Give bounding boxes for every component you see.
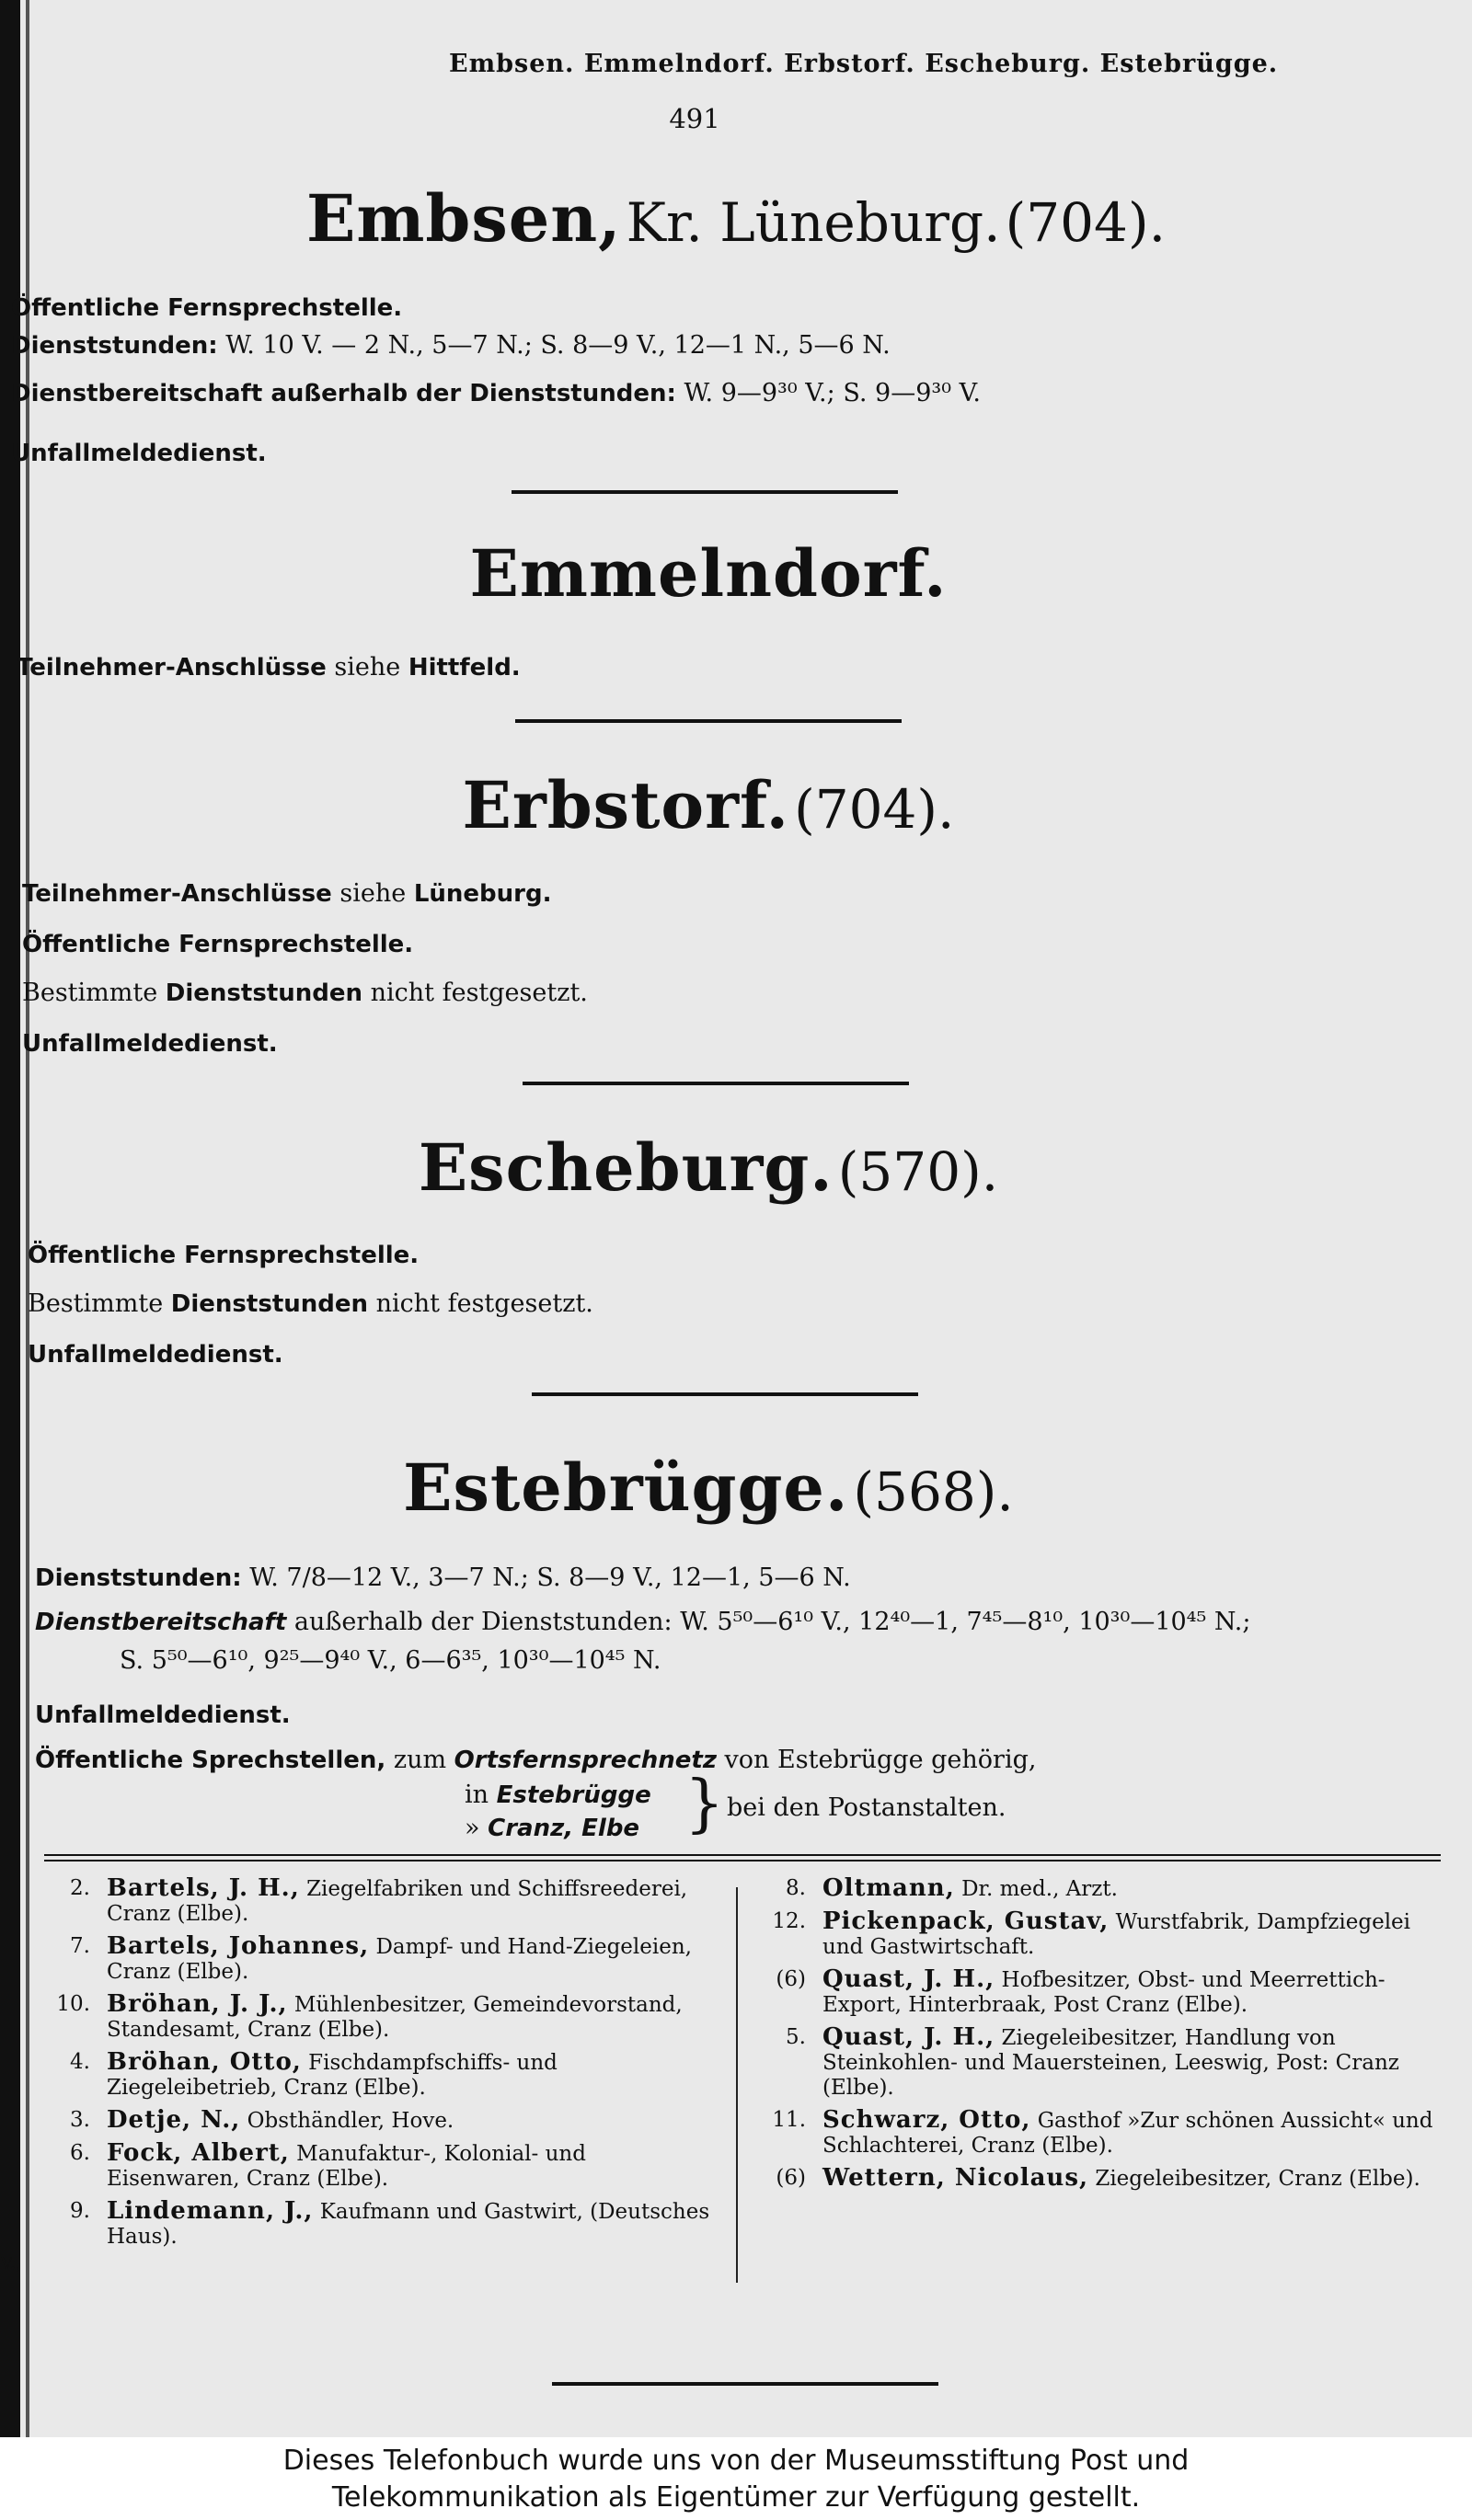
estebruegge-standby: außerhalb der Dienststunden: W. 5⁵⁰—6¹⁰ V., 12⁴⁰—1, 7⁴⁵—8¹⁰, 10³⁰—10⁴⁵ N.; (293, 1608, 1251, 1636)
erbstorf-subscribers-label: Teilnehmer-Anschlüsse (22, 880, 332, 908)
erbstorf-code: (704). (794, 778, 955, 841)
emmelndorf-ref: Hittfeld. (408, 654, 521, 682)
embsen-hours-label: Dienststunden: (11, 332, 218, 360)
escheburg-title (0, 1129, 1444, 1206)
double-rule (44, 1854, 1441, 1861)
subscriber-number: 11. (772, 2108, 806, 2132)
subscriber-name: Wettern, Nicolaus, (822, 2164, 1089, 2192)
estebruegge-line-4: Unfallmeldedienst. (35, 1701, 291, 1729)
estebruegge-in: in (465, 1781, 489, 1809)
erbstorf-line-4: Unfallmeldedienst. (22, 1030, 278, 1058)
running-head: Embsen. Emmelndorf. Erbstorf. Escheburg. Estebrügge. (449, 50, 1279, 78)
subscriber-entry (760, 1967, 1441, 2018)
estebruegge-line-2 (35, 1608, 1250, 1636)
estebruegge-network: Ortsfernsprechnetz (454, 1747, 717, 1774)
estebruegge-line-7 (465, 1814, 639, 1842)
estebruegge-line-3: S. 5⁵⁰—6¹⁰, 9²⁵—9⁴⁰ V., 6—6³⁵, 10³⁰—10⁴⁵ N. (120, 1646, 661, 1675)
subscriber-name: Oltmann, (822, 1874, 955, 1902)
subscriber-name: Bartels, Johannes, (107, 1932, 370, 1960)
subscriber-name: Schwarz, Otto, (822, 2106, 1031, 2134)
estebruegge-belonging: von Estebrügge gehörig, (724, 1746, 1037, 1774)
archive-footer (0, 2437, 1472, 2520)
embsen-line-3 (11, 379, 981, 407)
embsen-standby: W. 9—9³⁰ V.; S. 9—9³⁰ V. (684, 379, 981, 407)
estebruegge-to: zum (393, 1746, 447, 1774)
subscriber-name: Bartels, J. H., (107, 1874, 300, 1902)
section-rule (512, 490, 898, 494)
subscriber-number: 9. (70, 2199, 90, 2223)
subscriber-number: 4. (70, 2050, 90, 2074)
escheburg-not-set: nicht festgesetzt. (375, 1289, 593, 1318)
subscriber-description: Manufaktur-, Kolonial- und Eisenwaren, Cranz (Elbe). (107, 2142, 586, 2191)
erbstorf-ref: Lüneburg. (413, 880, 552, 908)
subscriber-description: Gasthof »Zur schönen Aussicht« und Schlachterei, Cranz (Elbe). (822, 2109, 1433, 2158)
subscriber-entry (44, 2108, 725, 2134)
estebruegge-title (0, 1449, 1444, 1526)
subscriber-name: Bröhan, Otto, (107, 2048, 302, 2076)
subscriber-name: Detje, N., (107, 2106, 241, 2134)
subscriber-number: 10. (56, 1992, 90, 2016)
subscriber-entry (760, 2025, 1441, 2101)
estebruegge-ditto: » (465, 1814, 480, 1842)
estebruegge-code: (568). (853, 1460, 1014, 1523)
estebruegge-stations-label: Öffentliche Sprechstellen, (35, 1747, 386, 1774)
subscriber-description: Mühlenbesitzer, Gemeindevorstand, Standesamt, Cranz (Elbe). (107, 1993, 683, 2042)
subscriber-entry (44, 2199, 725, 2250)
embsen-standby-label: Dienstbereitschaft außerhalb der Dienststunden: (11, 380, 676, 407)
escheburg-code: (570). (837, 1140, 999, 1203)
subscriber-entry (760, 1876, 1441, 1902)
erbstorf-not-set: nicht festgesetzt. (370, 979, 588, 1007)
estebruegge-place-2: Cranz, Elbe (488, 1815, 640, 1842)
subscriber-number: 2. (70, 1876, 90, 1900)
embsen-line-4: Unfallmeldedienst. (11, 440, 267, 467)
escheburg-line-2 (28, 1289, 593, 1318)
subscriber-entry (760, 1909, 1441, 1960)
emmelndorf-see: siehe (334, 653, 401, 682)
brace-icon: } (684, 1768, 725, 1840)
estebruegge-place-1: Estebrügge (496, 1781, 651, 1809)
margin-mark: V., (0, 2251, 22, 2274)
subscriber-name: Bröhan, J. J., (107, 1990, 288, 2018)
subscriber-entry (760, 2166, 1441, 2192)
subscriber-entry (760, 2108, 1441, 2159)
estebruegge-line-6 (465, 1781, 651, 1809)
erbstorf-see: siehe (339, 879, 407, 908)
subscriber-number: 8. (786, 1876, 806, 1900)
section-rule (515, 719, 902, 723)
erbstorf-line-1 (22, 879, 551, 908)
subscriber-name: Fock, Albert, (107, 2139, 290, 2167)
subscriber-description: Dr. med., Arzt. (961, 1877, 1118, 1901)
subscriber-number: (6) (776, 1967, 806, 1991)
emmelndorf-subscribers-label: Teilnehmer-Anschlüsse (17, 654, 327, 682)
emmelndorf-line-1 (17, 653, 521, 682)
subscriber-description: Ziegeleibesitzer, Cranz (Elbe). (1095, 2167, 1420, 2191)
escheburg-name: Escheburg. (418, 1129, 834, 1206)
subscriber-name: Pickenpack, Gustav, (822, 1907, 1110, 1935)
section-rule (532, 1392, 918, 1396)
emmelndorf-name: Emmelndorf. (469, 535, 948, 612)
embsen-line-1: Öffentliche Fernsprechstelle. (11, 294, 403, 322)
estebruegge-line-1 (35, 1564, 851, 1592)
subscriber-description: Obsthändler, Hove. (247, 2109, 454, 2133)
estebruegge-line-8: bei den Postanstalten. (727, 1793, 1006, 1822)
erbstorf-hours-label: Dienststunden (165, 979, 363, 1007)
estebruegge-standby-label: Dienstbereitschaft (35, 1609, 287, 1636)
escheburg-hours-label: Dienststunden (170, 1290, 369, 1318)
subscriber-description: Kaufmann und Gastwirt, (Deutsches Haus). (107, 2200, 710, 2249)
page-number: 491 (669, 103, 720, 134)
subscriber-number: 7. (70, 1934, 90, 1958)
subscriber-entry (44, 2141, 725, 2192)
erbstorf-certain: Bestimmte (22, 979, 158, 1007)
subscriber-description: Ziegelfabriken und Schiffsreederei, Cranz (Elbe). (107, 1877, 688, 1926)
embsen-name: Embsen, (305, 180, 622, 257)
subscriber-entry (44, 1992, 725, 2043)
footer-line-1: Dieses Telefonbuch wurde uns von der Museumsstiftung Post und (282, 2445, 1190, 2477)
escheburg-certain: Bestimmte (28, 1289, 164, 1318)
subscriber-description: Dampf- und Hand-Ziegeleien, Cranz (Elbe). (107, 1935, 692, 1984)
estebruegge-hours-label: Dienststunden: (35, 1564, 242, 1592)
subscriber-description: Wurstfabrik, Dampfziegelei und Gastwirtschaft. (822, 1910, 1411, 1959)
subscriber-number: 12. (772, 1909, 806, 1933)
embsen-line-2 (11, 331, 891, 360)
scan-edge-inner (26, 0, 29, 2437)
footer-line-2: Telekommunikation als Eigentümer zur Verfügung gestellt. (331, 2481, 1141, 2514)
estebruegge-hours: W. 7/8—12 V., 3—7 N.; S. 8—9 V., 12—1, 5—6 N. (249, 1564, 851, 1592)
subscriber-entry (44, 1876, 725, 1927)
section-rule (523, 1082, 909, 1085)
embsen-hours: W. 10 V. — 2 N., 5—7 N.; S. 8—9 V., 12—1 N., 5—6 N. (225, 331, 891, 360)
subscriber-list-right (760, 1876, 1441, 2199)
embsen-code: (704). (1005, 191, 1167, 254)
scan-edge (0, 0, 20, 2437)
section-rule (552, 2382, 938, 2386)
subscriber-name: Quast, J. H., (822, 1965, 995, 1993)
escheburg-line-1: Öffentliche Fernsprechstelle. (28, 1242, 420, 1269)
estebruegge-name: Estebrügge. (403, 1449, 849, 1526)
subscriber-entry (44, 2050, 725, 2101)
subscriber-list-left (44, 1876, 725, 2257)
erbstorf-name: Erbstorf. (462, 767, 789, 843)
erbstorf-line-2: Öffentliche Fernsprechstelle. (22, 931, 414, 958)
subscriber-number: 5. (786, 2025, 806, 2049)
erbstorf-line-3 (22, 979, 588, 1007)
subscriber-name: Quast, J. H., (822, 2023, 995, 2051)
subscriber-name: Lindemann, J., (107, 2197, 314, 2225)
subscriber-entry (44, 1934, 725, 1985)
escheburg-line-3: Unfallmeldedienst. (28, 1341, 283, 1369)
subscriber-number: 6. (70, 2141, 90, 2165)
estebruegge-line-5 (35, 1746, 1036, 1774)
subscriber-description: Ziegeleibesitzer, Handlung von Steinkohlen- und Mauersteinen, Leeswig, Post: Cranz (Elbe). (822, 2026, 1399, 2100)
column-divider (736, 1887, 738, 2283)
erbstorf-title (0, 767, 1444, 843)
subscriber-description: Fischdampfschiffs- und Ziegeleibetrieb, Cranz (Elbe). (107, 2051, 558, 2100)
subscriber-number: (6) (776, 2166, 806, 2190)
emmelndorf-title (0, 535, 1444, 612)
embsen-district: Kr. Lüneburg. (626, 191, 1001, 254)
embsen-title (0, 180, 1472, 257)
subscriber-number: 3. (70, 2108, 90, 2132)
subscriber-description: Hofbesitzer, Obst- und Meerrettich-Export, Hinterbraak, Post Cranz (Elbe). (822, 1968, 1386, 2017)
